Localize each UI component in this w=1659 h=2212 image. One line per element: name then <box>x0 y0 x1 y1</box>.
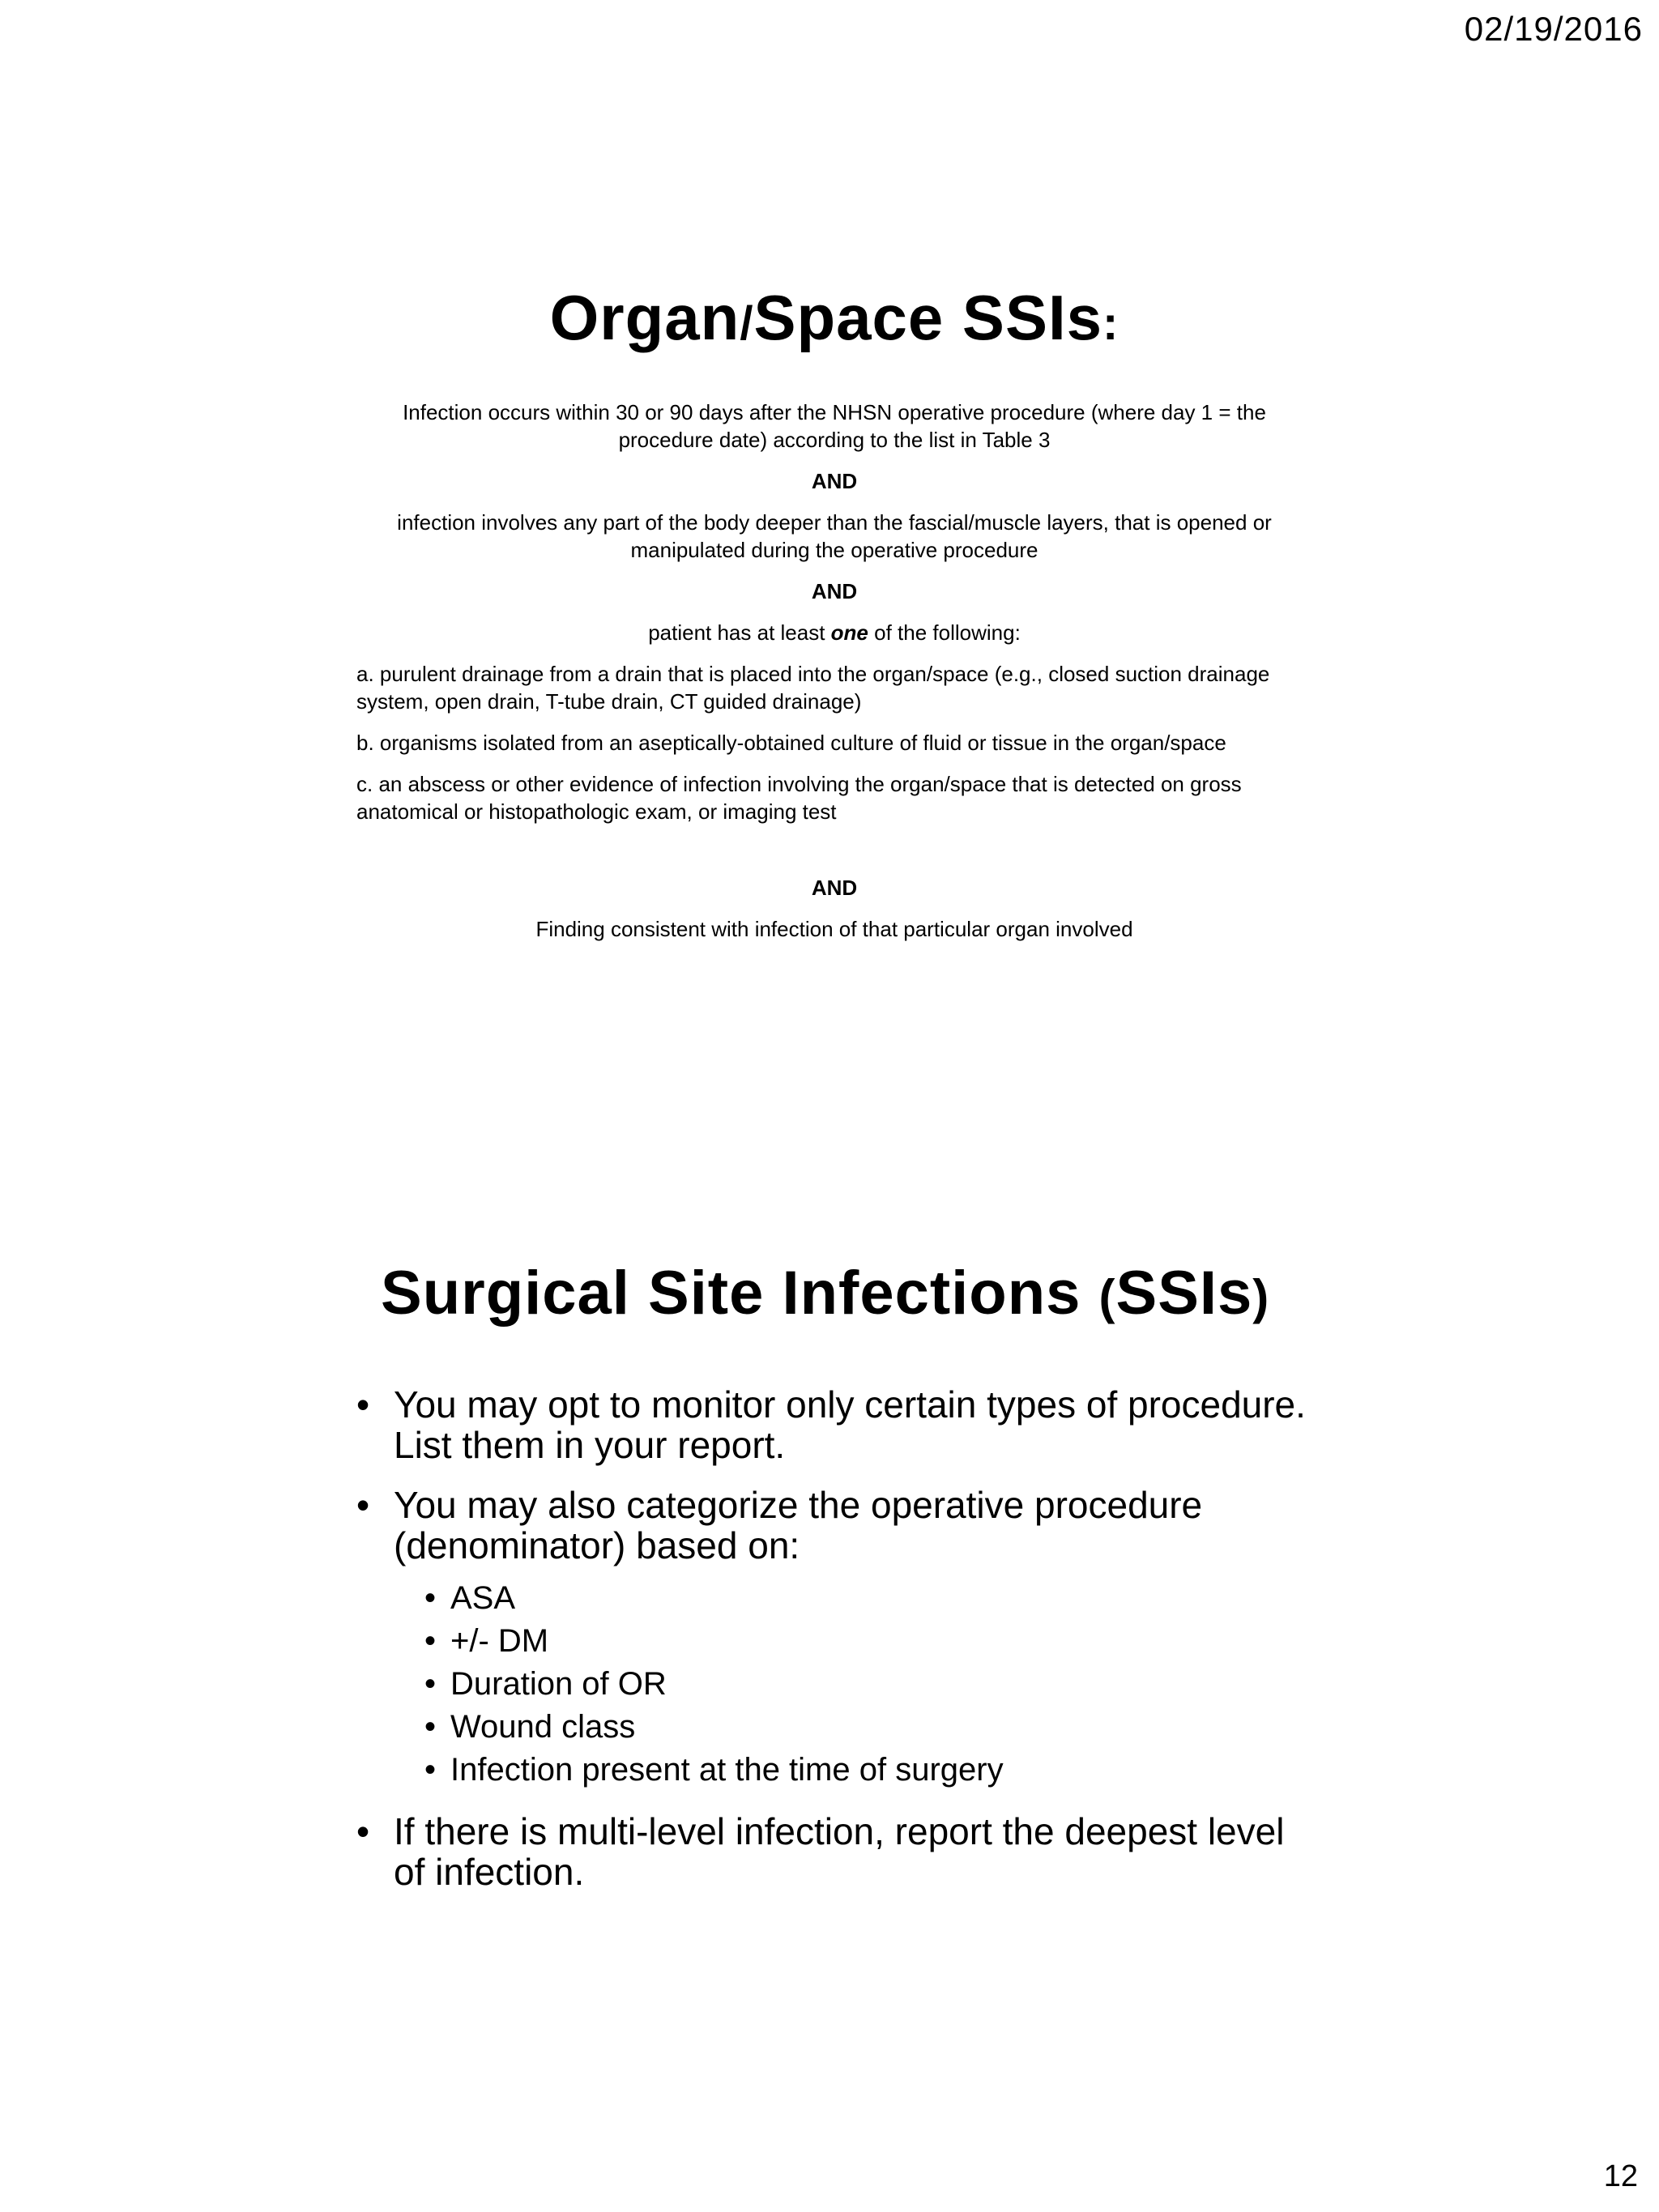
criterion-b: b. organisms isolated from an aseptically-obtained culture of fluid or tissue in the organ/space <box>356 730 1226 755</box>
criteria-intro-before: patient has at least <box>648 620 831 645</box>
sub-bullet-item: • ASA <box>424 1577 1325 1620</box>
slide1-title <box>356 283 1312 353</box>
sub-bullet-item: • +/- DM <box>424 1620 1325 1663</box>
page-number: 12 <box>1603 2159 1638 2193</box>
title-colon: : <box>1102 297 1120 350</box>
bullet-text: If there is multi-level infection, report the deepest level of infection. <box>394 1809 1285 1893</box>
criteria-intro-emphasis: one <box>830 620 868 645</box>
paragraph-timeframe: Infection occurs within 30 or 90 days after the NHSN operative procedure (where day 1 = the procedure date) according to the list in Table 3 <box>403 399 1266 452</box>
paragraph-body-involvement: infection involves any part of the body deeper than the fascial/muscle layers, that is opened or manipulated during the operative procedure <box>397 509 1272 562</box>
and-connector: AND <box>811 875 858 900</box>
header-date: 02/19/2016 <box>1464 10 1643 48</box>
sub-bullet-item: • Wound class <box>424 1706 1325 1749</box>
title-slash: / <box>740 297 754 350</box>
criterion-a: a. purulent drainage from a drain that is placed into the organ/space (e.g., closed suction drainage system, open drain, T-tube drain, CT guided drainage) <box>356 661 1270 714</box>
criterion-c: c. an abscess or other evidence of infection involving the organ/space that is detected on gross anatomical or histopathologic exam, or imaging test <box>356 771 1242 824</box>
sub-bullet-list <box>394 1577 1325 1792</box>
slide-organ-space-ssis <box>356 283 1312 957</box>
title-part-organ: Organ <box>549 282 740 353</box>
bullet-item <box>356 1811 1325 1892</box>
sub-bullet-item: • Duration of OR <box>424 1663 1325 1706</box>
bullet-text: You may opt to monitor only certain types of procedure. List them in your report. <box>394 1383 1306 1466</box>
bullet-list <box>356 1384 1312 1892</box>
bullet-item <box>356 1384 1325 1465</box>
sub-bullet-item: • Infection present at the time of surgery <box>424 1749 1325 1792</box>
criteria-intro-after: of the following: <box>868 620 1021 645</box>
and-connector: AND <box>811 468 858 493</box>
and-connector: AND <box>811 578 858 603</box>
title-part-space-ssis: Space SSIs <box>753 282 1103 353</box>
slide2-title <box>381 1259 1312 1328</box>
title-close-paren: ) <box>1252 1270 1270 1324</box>
slide-surgical-site-infections <box>356 1259 1312 1912</box>
bullet-text: You may also categorize the operative procedure (denominator) based on: <box>394 1483 1203 1566</box>
title-main: Surgical Site Infections <box>381 1259 1099 1328</box>
final-finding: Finding consistent with infection of that particular organ involved <box>535 916 1133 941</box>
bullet-item <box>356 1485 1325 1792</box>
slide1-content <box>356 399 1312 943</box>
criteria-intro <box>356 619 1312 646</box>
title-abbrev: SSIs <box>1115 1259 1253 1328</box>
title-open-paren: ( <box>1098 1270 1116 1324</box>
